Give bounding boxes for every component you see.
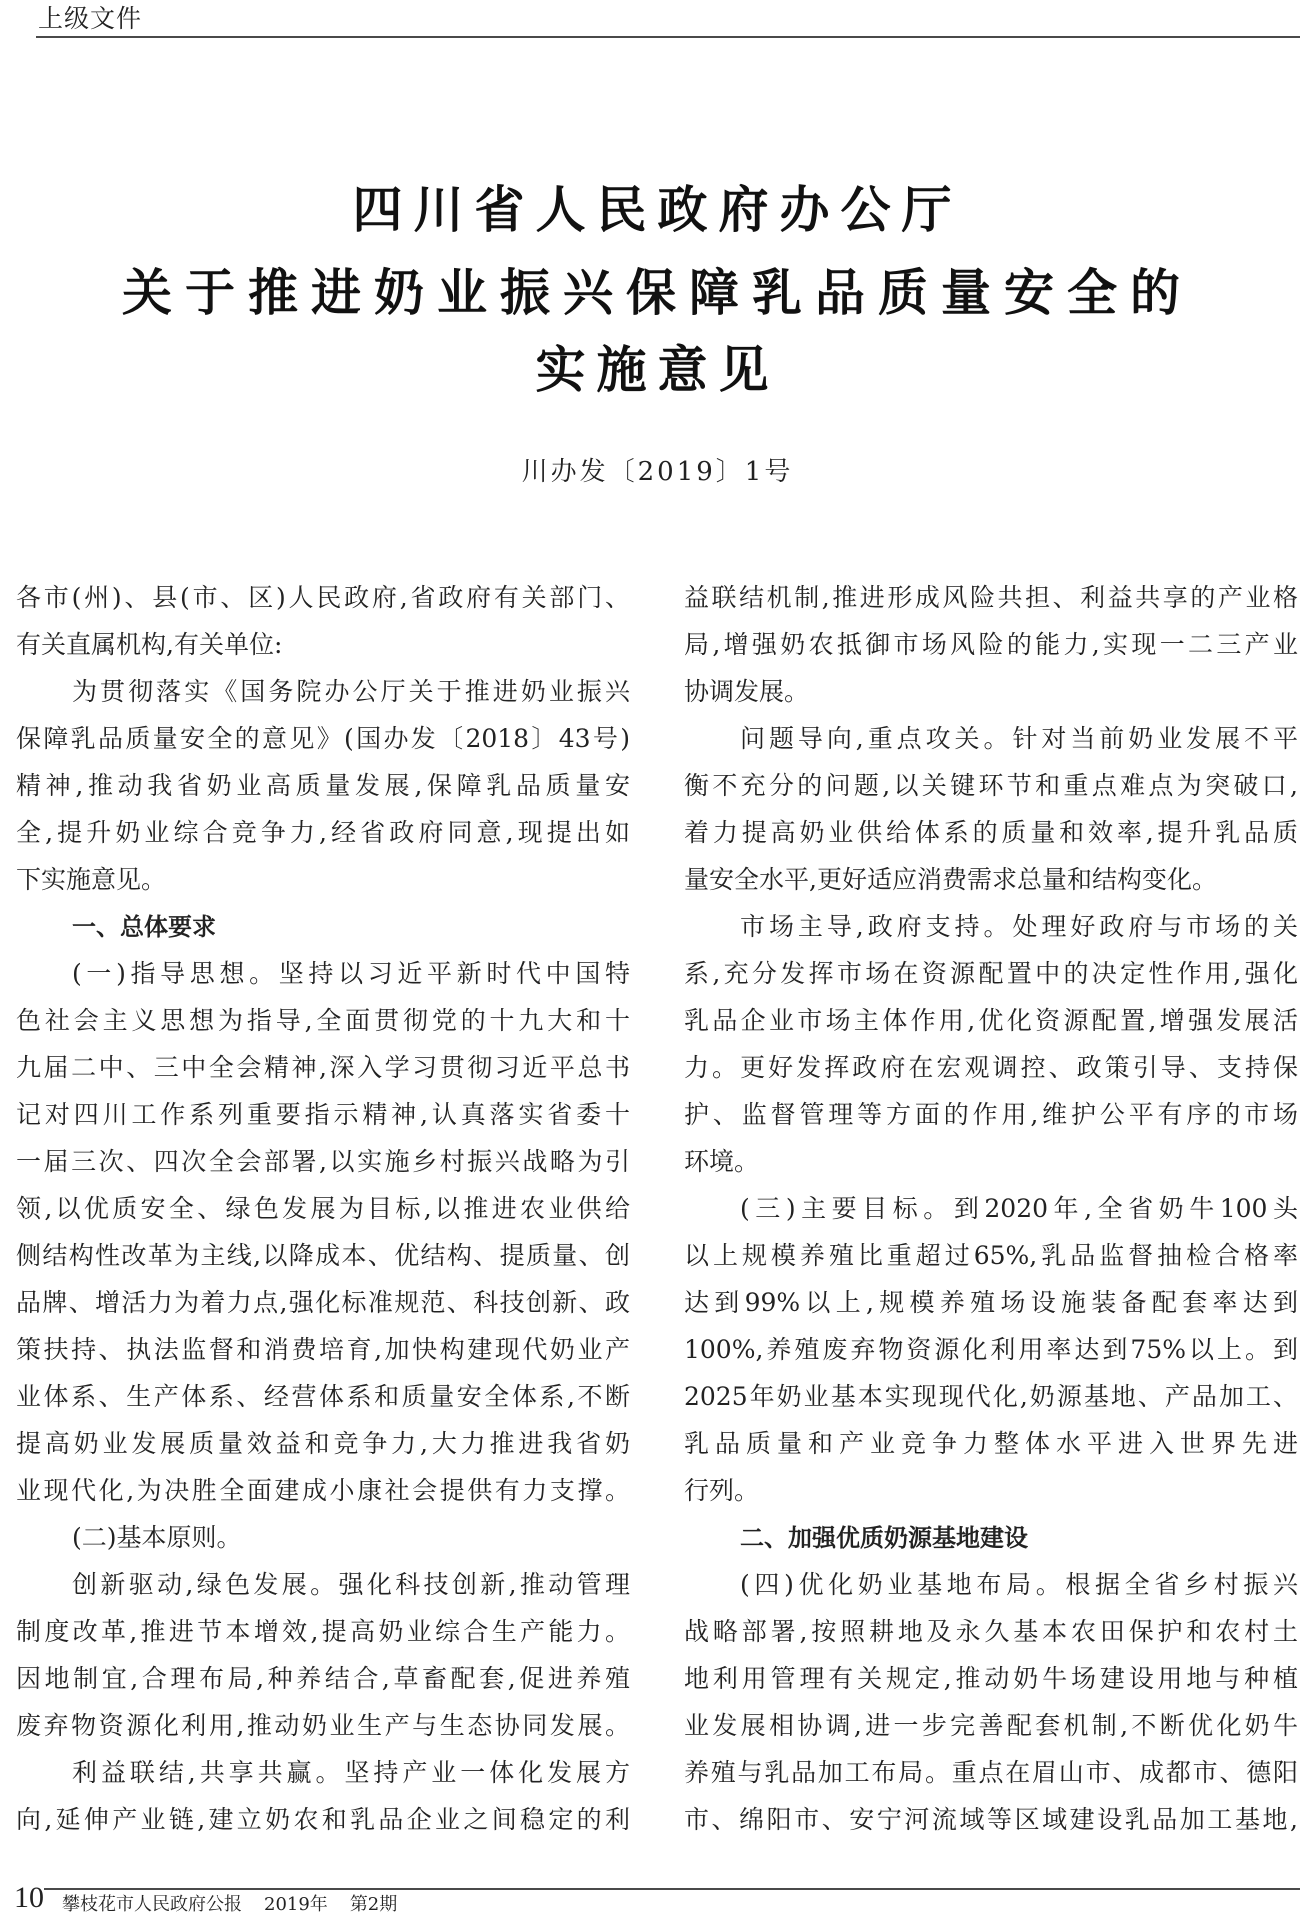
text-line: 环境。: [684, 1147, 760, 1176]
title-line-3: 实施意见: [535, 340, 780, 399]
text-line: 全,提升奶业综合竞争力,经省政府同意,现提出如: [16, 818, 630, 847]
text-line: 系,充分发挥市场在资源配置中的决定性作用,强化: [684, 959, 1298, 988]
text-line: 九届二中、三中全会精神,深入学习贯彻习近平总书: [16, 1053, 630, 1082]
text-line: (一)指导思想。坚持以习近平新时代中国特: [72, 959, 630, 988]
title-line-1: 四川省人民政府办公厅: [352, 180, 963, 239]
footer-rule: [44, 1888, 1300, 1890]
text-line: (四)优化奶业基地布局。根据全省乡村振兴: [740, 1570, 1298, 1599]
text-line: 利益联结,共享共赢。坚持产业一体化发展方: [72, 1758, 630, 1787]
text-line: 精神,推动我省奶业高质量发展,保障乳品质量安: [16, 771, 630, 800]
text-line: 有关直属机构,有关单位:: [16, 630, 283, 659]
text-line: 行列。: [684, 1476, 760, 1505]
text-line: 记对四川工作系列重要指示精神,认真落实省委十: [16, 1100, 630, 1129]
text-line: 因地制宜,合理布局,种养结合,草畜配套,促进养殖: [16, 1664, 630, 1693]
text-line: 达到99%以上,规模养殖场设施装备配套率达到: [684, 1288, 1298, 1317]
text-line: 2025年奶业基本实现现代化,奶源基地、产品加工、: [684, 1382, 1298, 1411]
text-line: 废弃物资源化利用,推动奶业生产与生态协同发展。: [16, 1711, 630, 1740]
text-line: 侧结构性改革为主线,以降成本、优结构、提质量、创: [16, 1241, 630, 1270]
text-line: 策扶持、执法监督和消费培育,加快构建现代奶业产: [16, 1335, 630, 1364]
text-line: 局,增强奶农抵御市场风险的能力,实现一二三产业: [684, 630, 1298, 659]
text-line: 量安全水平,更好适应消费需求总量和结构变化。: [684, 865, 1217, 894]
text-line: 战略部署,按照耕地及永久基本农田保护和农村土: [684, 1617, 1298, 1646]
text-line: 各市(州)、县(市、区)人民政府,省政府有关部门、: [16, 583, 630, 612]
text-line: 向,延伸产业链,建立奶农和乳品企业之间稳定的利: [16, 1805, 630, 1834]
issue-number: 第2期: [349, 1894, 398, 1915]
text-line: 地利用管理有关规定,推动奶牛场建设用地与种植: [684, 1664, 1298, 1693]
text-line: 养殖与乳品加工布局。重点在眉山市、成都市、德阳: [684, 1758, 1298, 1787]
text-line: 市、绵阳市、安宁河流域等区域建设乳品加工基地,: [684, 1805, 1298, 1834]
text-line: 市场主导,政府支持。处理好政府与市场的关: [740, 912, 1298, 941]
footer-info: [62, 1893, 419, 1917]
text-line: 问题导向,重点攻关。针对当前奶业发展不平: [740, 724, 1298, 753]
body-column-left: [16, 578, 630, 1847]
text-line: 制度改革,推进节本增效,提高奶业综合生产能力。: [16, 1617, 630, 1646]
text-line: 业现代化,为决胜全面建成小康社会提供有力支撑。: [16, 1476, 630, 1505]
section-heading: 一、总体要求: [72, 913, 216, 941]
text-line: 护、监督管理等方面的作用,维护公平有序的市场: [684, 1100, 1298, 1129]
text-line: 100%,养殖废弃物资源化利用率达到75%以上。到: [684, 1335, 1298, 1364]
text-line: 以上规模养殖比重超过65%,乳品监督抽检合格率: [684, 1241, 1298, 1270]
section-label: 上级文件: [38, 4, 143, 33]
text-line: 保障乳品质量安全的意见》(国办发〔2018〕43号): [16, 724, 630, 753]
subsection-heading: (二)基本原则。: [72, 1523, 242, 1552]
text-line: 下实施意见。: [16, 865, 167, 894]
text-line: 提高奶业发展质量效益和竞争力,大力推进我省奶: [16, 1429, 630, 1458]
text-line: 乳品质量和产业竞争力整体水平进入世界先进: [684, 1429, 1298, 1458]
page-number: 10: [14, 1881, 44, 1914]
publication-year: 2019年: [264, 1894, 328, 1915]
header-rule: [36, 36, 1300, 38]
text-line: 色社会主义思想为指导,全面贯彻党的十九大和十: [16, 1006, 630, 1035]
text-line: 领,以优质安全、绿色发展为目标,以推进农业供给: [16, 1194, 630, 1223]
title-line-2: 关于推进奶业振兴保障乳品质量安全的: [122, 263, 1193, 322]
text-line: 衡不充分的问题,以关键环节和重点难点为突破口,: [684, 771, 1298, 800]
text-line: 为贯彻落实《国务院办公厅关于推进奶业振兴: [72, 677, 630, 706]
text-line: 益联结机制,推进形成风险共担、利益共享的产业格: [684, 583, 1298, 612]
text-line: 创新驱动,绿色发展。强化科技创新,推动管理: [72, 1570, 630, 1599]
text-line: 协调发展。: [684, 677, 810, 706]
text-line: 力。更好发挥政府在宏观调控、政策引导、支持保: [684, 1053, 1298, 1082]
section-heading: 二、加强优质奶源基地建设: [740, 1524, 1028, 1552]
text-line: 着力提高奶业供给体系的质量和效率,提升乳品质: [684, 818, 1298, 847]
publication-name: 攀枝花市人民政府公报: [62, 1894, 242, 1915]
document-number: 川办发〔2019〕1号: [521, 457, 794, 487]
text-line: 乳品企业市场主体作用,优化资源配置,增强发展活: [684, 1006, 1298, 1035]
body-column-right: [684, 578, 1298, 1847]
text-line: 品牌、增活力为着力点,强化标准规范、科技创新、政: [16, 1288, 630, 1317]
text-line: 业发展相协调,进一步完善配套机制,不断优化奶牛: [684, 1711, 1298, 1740]
text-line: 一届三次、四次全会部署,以实施乡村振兴战略为引: [16, 1147, 630, 1176]
text-line: (三)主要目标。到2020年,全省奶牛100头: [740, 1194, 1298, 1223]
text-line: 业体系、生产体系、经营体系和质量安全体系,不断: [16, 1382, 630, 1411]
